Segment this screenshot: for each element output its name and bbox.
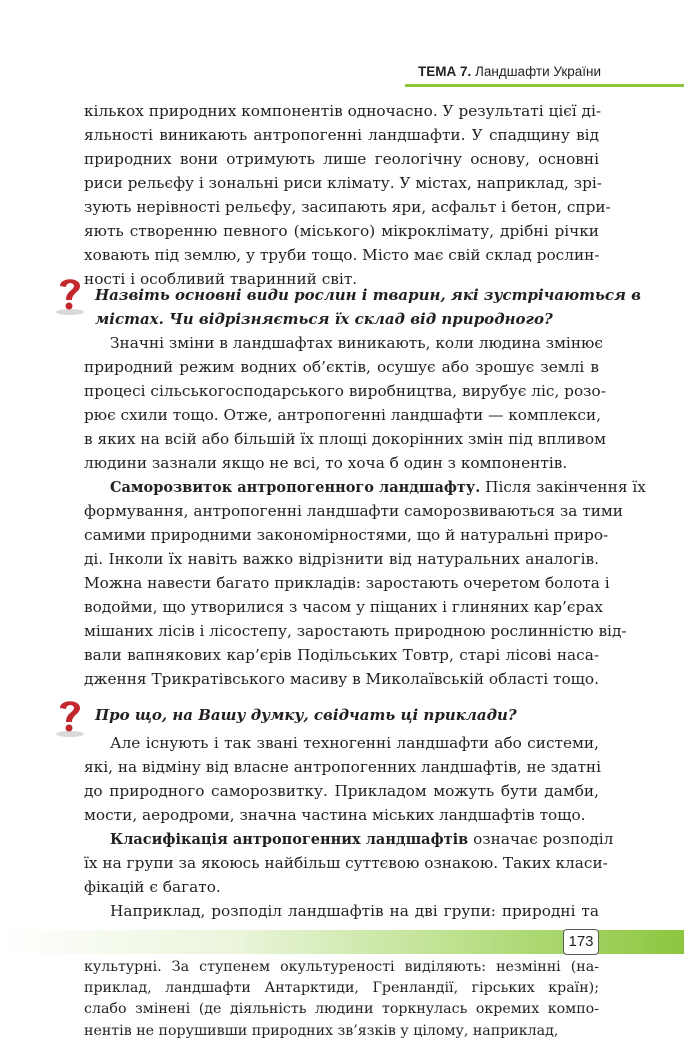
text-line: природний режим водних об’єктів, осушує або зрошує землі в [84, 358, 599, 376]
text-line: до природного саморозвитку. Прикладом можуть бути дамби, [84, 782, 599, 800]
text-line: фікацій є багато. [84, 878, 221, 896]
text-line: зують нерівності рельєфу, засипають яри, асфальт і бетон, спри- [84, 198, 611, 216]
text-line: мішаних лісів і лісостепу, заростають природною рослинністю від- [84, 622, 627, 640]
text-line: слабо змінені (де діяльність людини торкнулась окремих компо- [84, 1001, 599, 1017]
text-line: яють створенню певного (міського) мікроклімату, дрібні річки [84, 222, 599, 240]
text-fragment: означає розподіл [473, 830, 614, 848]
text-line: рює схили тощо. Отже, антропогенні ландшафти — комплекси, [84, 406, 602, 424]
question-mark-icon [50, 694, 90, 738]
section-heading: Саморозвиток антропогенного ландшафту. [110, 479, 481, 496]
text-line: самими природними закономірностями, що й натуральні приро- [84, 526, 609, 544]
text-line: природних вони отримують лише геологічну основу, основні [84, 150, 599, 168]
text-line: риси рельєфу і зональні риси клімату. У містах, наприклад, зрі- [84, 174, 602, 192]
text-line: формування, антропогенні ландшафти саморозвиваються за тими [84, 502, 623, 520]
text-line: Значні зміни в ландшафтах виникають, коли людина змінює [110, 334, 603, 352]
question-line: Про що, на Вашу думку, свідчать ці приклади? [95, 706, 517, 724]
section-heading: Класифікація антропогенних ландшафтів [110, 831, 469, 848]
text-line: яльності виникають антропогенні ландшафти. У спадщину від [84, 126, 599, 144]
text-line: ховають під землю, у труби тощо. Місто має свій склад рослин- [84, 246, 600, 264]
question-line: містах. Чи відрізняється їх склад від природного? [95, 310, 553, 328]
question-mark-icon [50, 272, 90, 316]
page-number: 173 [563, 929, 599, 955]
text-line: дження Трикратівського масиву в Миколаївській області тощо. [84, 670, 599, 688]
text-line: водойми, що утворилися з часом у піщаних і глиняних кар’єрах [84, 598, 604, 616]
text-line: вали вапнякових кар’єрів Подільських Товтр, старі лісові наса- [84, 646, 599, 664]
text-line: Але існують і так звані техногенні ландшафти або системи, [110, 734, 599, 752]
text-line: нентів не порушивши природних зв’язків у цілому, наприклад, [84, 1023, 559, 1039]
text-line: в яких на всій або більшій їх площі докорінних змін під впливом [84, 430, 607, 448]
text-line: ності і особливий тваринний світ. [84, 270, 358, 288]
question-line: Назвіть основні види рослин і тварин, які зустрічаються в [95, 286, 642, 304]
text-line: які, на відміну від власне антропогенних ландшафтів, не здатні [84, 758, 602, 776]
text-line: ді. Інколи їх навіть важко відрізнити від натуральних аналогів. [84, 550, 599, 568]
text-line: їх на групи за якоюсь найбільш суттєвою ознакою. Таких класи- [84, 854, 608, 872]
text-line: мости, аеродроми, значна частина міських ландшафтів тощо. [84, 806, 586, 824]
header-topic: ТЕМА 7. [418, 64, 472, 79]
text-line [110, 827, 614, 851]
text-line: Можна навести багато прикладів: заростають очеретом болота і [84, 574, 610, 592]
text-line: кількох природних компонентів одночасно. У результаті цієї ді- [84, 102, 602, 120]
text-fragment: Після закінчення їх [485, 478, 646, 496]
text-line: Наприклад, розподіл ландшафтів на дві групи: природні та [110, 902, 599, 920]
text-line: культурні. За ступенем окультуреності виділяють: незмінні (на- [84, 959, 599, 975]
text-line: приклад, ландшафти Антарктиди, Гренландії, гірських країн); [84, 980, 599, 996]
text-line: людини зазнали якщо не всі, то хоча б один з компонентів. [84, 454, 568, 472]
text-line: процесі сільськогосподарського виробництва, вирубує ліс, розо- [84, 382, 606, 400]
text-line [110, 475, 646, 499]
header-title: Ландшафти України [475, 64, 601, 79]
